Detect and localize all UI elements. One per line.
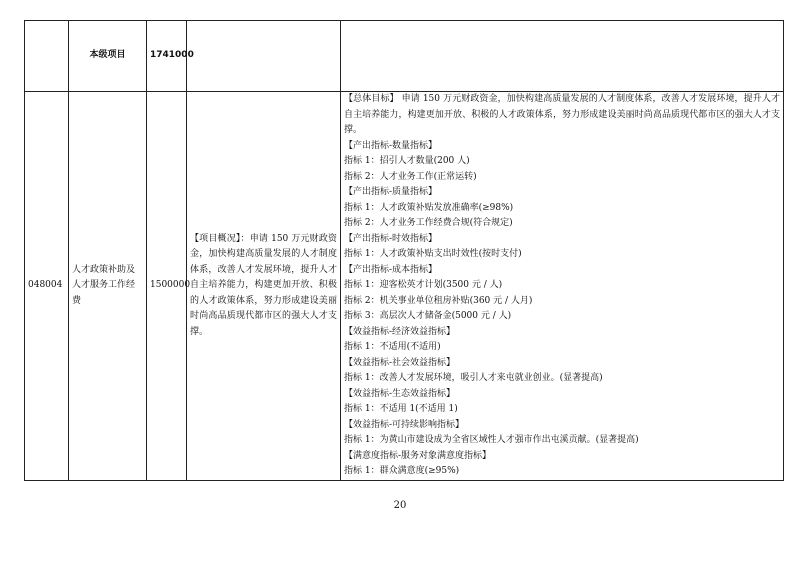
summary-name-cell: 本级项目: [69, 21, 147, 92]
indicator-item: 指标 1：改善人才发展环境，吸引人才来屯就业创业。(显著提高): [344, 373, 603, 383]
indicator-category: 【效益指标-经济效益指标】: [344, 326, 456, 337]
project-name-cell: 人才政策补助及人才服务工作经费: [69, 92, 147, 481]
indicator-category: 【满意度指标-服务对象满意度指标】: [344, 450, 492, 461]
page-number: 20: [393, 500, 407, 511]
project-code-cell: 048004: [25, 92, 69, 481]
indicator-category: 【效益指标-生态效益指标】: [344, 388, 456, 399]
indicator-item: 指标 1：迎客松英才计划(3500 元 / 人): [344, 280, 503, 290]
summary-amount-cell: 1741000: [147, 21, 187, 92]
indicator-item: 指标 1：群众满意度(≥95%): [344, 466, 460, 476]
indicator-category: 【产出指标-成本指标】: [344, 264, 438, 275]
indicator-item: 指标 1：为黄山市建设成为全省区域性人才强市作出屯溪贡献。(显著提高): [344, 435, 639, 445]
indicator-item: 指标 1：招引人才数量(200 人): [344, 156, 470, 166]
indicator-category: 【产出指标-质量指标】: [344, 187, 438, 197]
indicator-category: 【效益指标-可持续影响指标】: [344, 419, 465, 430]
overall-goal-text: 【总体目标】 申请 150 万元财政资金，加快构建高质量发展的人才制度体系，改善人才发展环境，提升人才自主培养能力，构建更加开放、积极的人才政策体系，努力形成建设美丽时尚高品质现代都市区的强大人才支撑。: [344, 94, 780, 135]
indicator-item: 指标 1：人才政策补贴支出时效性(按时支付): [344, 249, 522, 259]
indicator-item: 指标 2：机关事业单位租房补贴(360 元 / 人月): [344, 295, 533, 306]
project-amount-cell: 1500000: [147, 92, 187, 481]
project-goals-cell: [341, 92, 784, 481]
project-row: [25, 92, 784, 481]
indicator-item: 指标 1：不适用(不适用): [344, 342, 441, 352]
indicator-category: 【产出指标-时效指标】: [344, 233, 438, 244]
summary-goals-cell: [341, 21, 784, 92]
summary-code-cell: [25, 21, 69, 92]
indicator-item: 指标 1：人才政策补贴发放准确率(≥98%): [344, 202, 514, 213]
summary-row: [25, 21, 784, 92]
indicator-category: 【效益指标-社会效益指标】: [344, 357, 456, 368]
project-overview-cell: 【项目概况】：申请 150 万元财政资金，加快构建高质量发展的人才制度体系，改善人才发展环境，提升人才自主培养能力，构建更加开放、积极的人才政策体系，努力形成建设美丽时尚高品质现代都市区的强大人才支撑。: [187, 92, 341, 481]
indicator-item: 指标 2：人才业务工作(正常运转): [344, 171, 477, 182]
summary-overview-cell: [187, 21, 341, 92]
indicator-list: [344, 139, 780, 480]
indicator-category: 【产出指标-数量指标】: [344, 140, 438, 151]
indicator-item: 指标 2：人才业务工作经费合规(符合规定): [344, 218, 513, 228]
budget-table: [24, 20, 784, 481]
indicator-item: 指标 3：高层次人才储备金(5000 元 / 人): [344, 311, 512, 321]
indicator-item: 指标 1：不适用 1(不适用 1): [344, 404, 458, 414]
